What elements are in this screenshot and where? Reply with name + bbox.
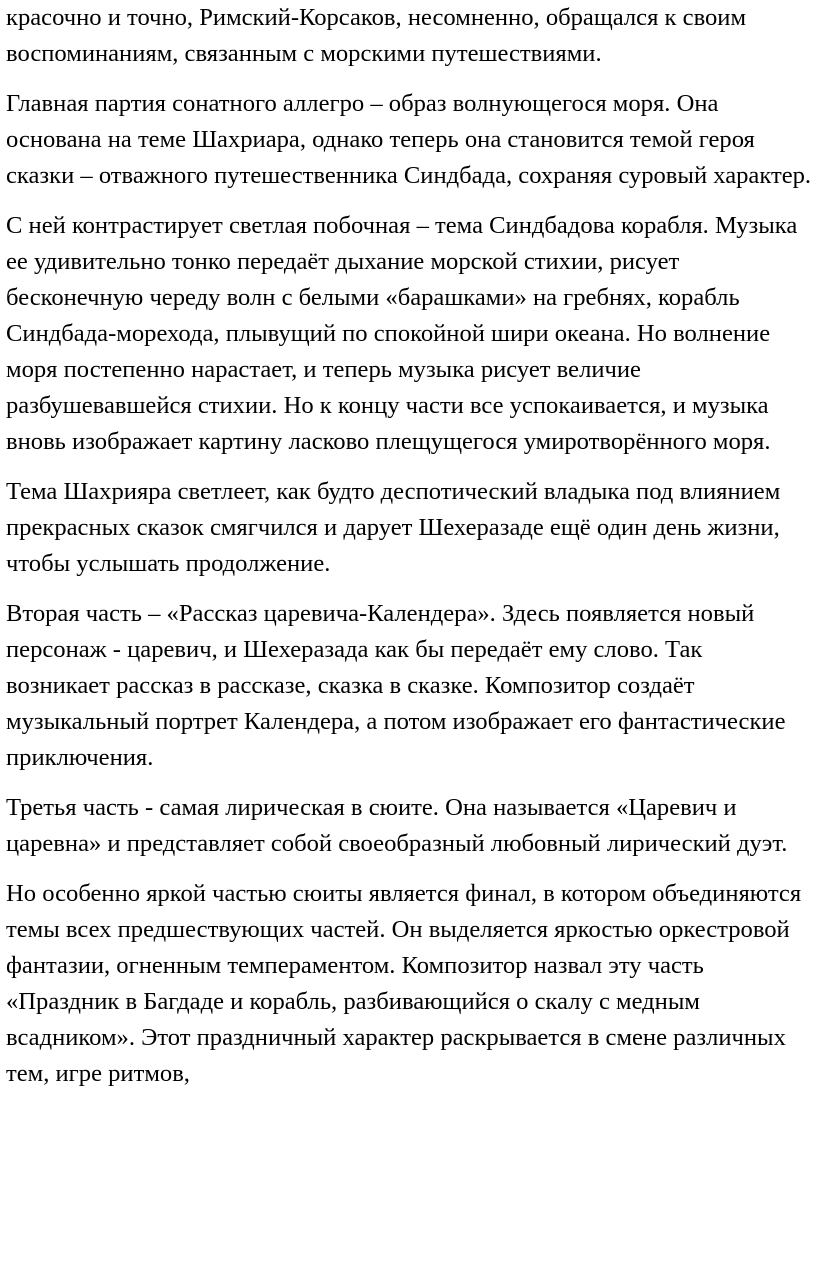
- paragraph-sea-memories: красочно и точно, Римский-Корсаков, несомненно, обращался к своим воспоминаниям, связанным с морскими путешествиями.: [6, 4, 747, 67]
- paragraph-shahriyar-theme: Тема Шахрияра светлеет, как будто деспотический владыка под влиянием прекрасных сказок смягчился и дарует Шехеразаде ещё один день жизни, чтобы услышать продолжение.: [6, 478, 781, 577]
- paragraph-finale: Но особенно яркой частью сюиты является финал, в котором объединяются темы всех предшествующих частей. Он выделяется яркостью оркестровой фантазии, огненным темпераментом. Композитор назвал эту часть «Праздник в Багдаде и корабль, разбивающийся о скалу с медным всадником». Этот праздничный характер раскрывается в смене различных тем, игре ритмов,: [6, 880, 802, 1087]
- paragraph-secondary-theme: С ней контрастирует светлая побочная – тема Синдбадова корабля. Музыка ее удивительно тонко передаёт дыхание морской стихии, рисует бесконечную череду волн с белыми «барашками» на гребнях, корабль Синдбада-морехода, плывущий по спокойной шири океана. Но волнение моря постепенно нарастает, и теперь музыка рисует величие разбушевавшейся стихии. Но к концу части все успокаивается, и музыка вновь изображает картину ласково плещущегося умиротворённого моря.: [6, 212, 798, 455]
- paragraph-main-theme: Главная партия сонатного аллегро – образ волнующегося моря. Она основана на теме Шахриара, однако теперь она становится темой героя сказки – отважного путешественника Синдбада, сохраняя суровый характер.: [6, 90, 812, 189]
- paragraph-third-part: Третья часть - самая лирическая в сюите. Она называется «Царевич и царевна» и представляет собой своеобразный любовный лирический дуэт.: [6, 794, 788, 857]
- paragraph-second-part: Вторая часть – «Рассказ царевича-Календера». Здесь появляется новый персонаж - царевич, и Шехеразада как бы передаёт ему слово. Так возникает рассказ в рассказе, сказка в сказке. Композитор создаёт музыкальный портрет Календера, а потом изображает его фантастические приключения.: [6, 600, 786, 771]
